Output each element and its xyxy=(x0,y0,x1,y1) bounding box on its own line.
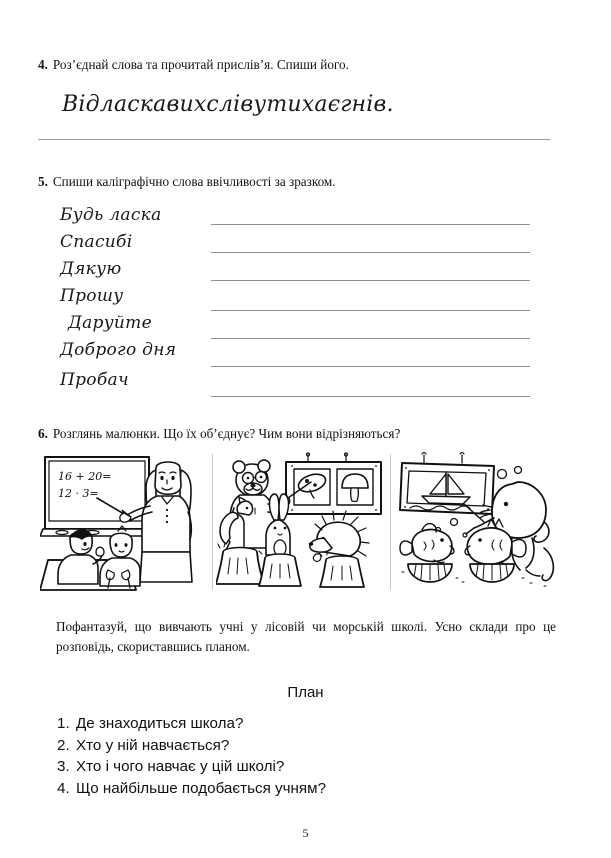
exercise-5-number: 5. xyxy=(38,174,48,189)
politeness-word: Дякую xyxy=(60,259,122,279)
illustration-strip xyxy=(40,452,570,592)
exercise-5-writing-line[interactable] xyxy=(211,252,530,253)
plan-item xyxy=(57,756,326,778)
panel-divider xyxy=(390,454,391,590)
politeness-word: Прошу xyxy=(60,286,124,306)
plan-list xyxy=(57,713,326,799)
plan-item xyxy=(57,713,326,735)
exercise-5-writing-line[interactable] xyxy=(211,224,530,225)
exercise-6-prompt: Розглянь малюнки. Що їх об’єднує? Чим вони відрізняються? xyxy=(52,426,401,441)
exercise-4-prompt: Роз’єднай слова та прочитай прислів’я. Спиши його. xyxy=(52,57,349,72)
plan-item xyxy=(57,735,326,757)
plan-item-text: Хто у ній навчається? xyxy=(76,736,230,754)
plan-item-number: 1. xyxy=(57,715,70,732)
plan-item-text: Хто і чого навчає у цій школі? xyxy=(76,758,285,775)
exercise-4-cursive-sample: Відласкавихслівутихаєгнів. xyxy=(62,92,394,117)
panel-divider xyxy=(212,454,213,590)
politeness-word: Пробач xyxy=(60,370,129,390)
exercise-5-writing-line[interactable] xyxy=(211,280,530,281)
politeness-word: Будь ласка xyxy=(60,205,162,225)
board-line-1: 16 + 20= xyxy=(58,470,112,483)
plan-item-text: Де знаходиться школа? xyxy=(76,715,244,732)
plan-item-number: 3. xyxy=(57,758,70,775)
politeness-word: Даруйте xyxy=(68,313,152,333)
plan-item-number: 4. xyxy=(57,779,70,797)
exercise-4-writing-line[interactable] xyxy=(38,139,550,140)
exercise-5-heading xyxy=(38,174,336,191)
illustration-sea-school xyxy=(394,452,570,592)
exercise-5-writing-line[interactable] xyxy=(211,396,530,397)
exercise-4-heading xyxy=(38,57,349,74)
task-paragraph: Пофантазуй, що вивчають учні у лісовій чи морській школі. Усно склади про це розповідь, скориставшись планом. xyxy=(56,619,556,655)
plan-item-text: Що найбільше подобається учням? xyxy=(76,779,327,797)
exercise-5-writing-line[interactable] xyxy=(211,366,530,367)
exercise-5-writing-line[interactable] xyxy=(211,338,530,339)
exercise-5-prompt: Спиши каліграфічно слова ввічливості за зразком. xyxy=(52,174,336,189)
exercise-6-number: 6. xyxy=(38,426,48,441)
illustration-classroom-school xyxy=(40,452,212,592)
exercise-5-writing-line[interactable] xyxy=(211,310,530,311)
politeness-word: Спасибі xyxy=(60,232,133,252)
politeness-word: Доброго дня xyxy=(60,340,177,360)
plan-item-number: 2. xyxy=(57,736,70,754)
page-number: 5 xyxy=(302,826,309,840)
plan-item xyxy=(57,778,326,800)
illustration-forest-school xyxy=(216,452,388,592)
exercise-4-number: 4. xyxy=(38,57,48,72)
plan-title: План xyxy=(287,684,324,701)
exercise-6-heading xyxy=(38,426,400,443)
board-line-2: 12 · 3= xyxy=(58,487,99,500)
